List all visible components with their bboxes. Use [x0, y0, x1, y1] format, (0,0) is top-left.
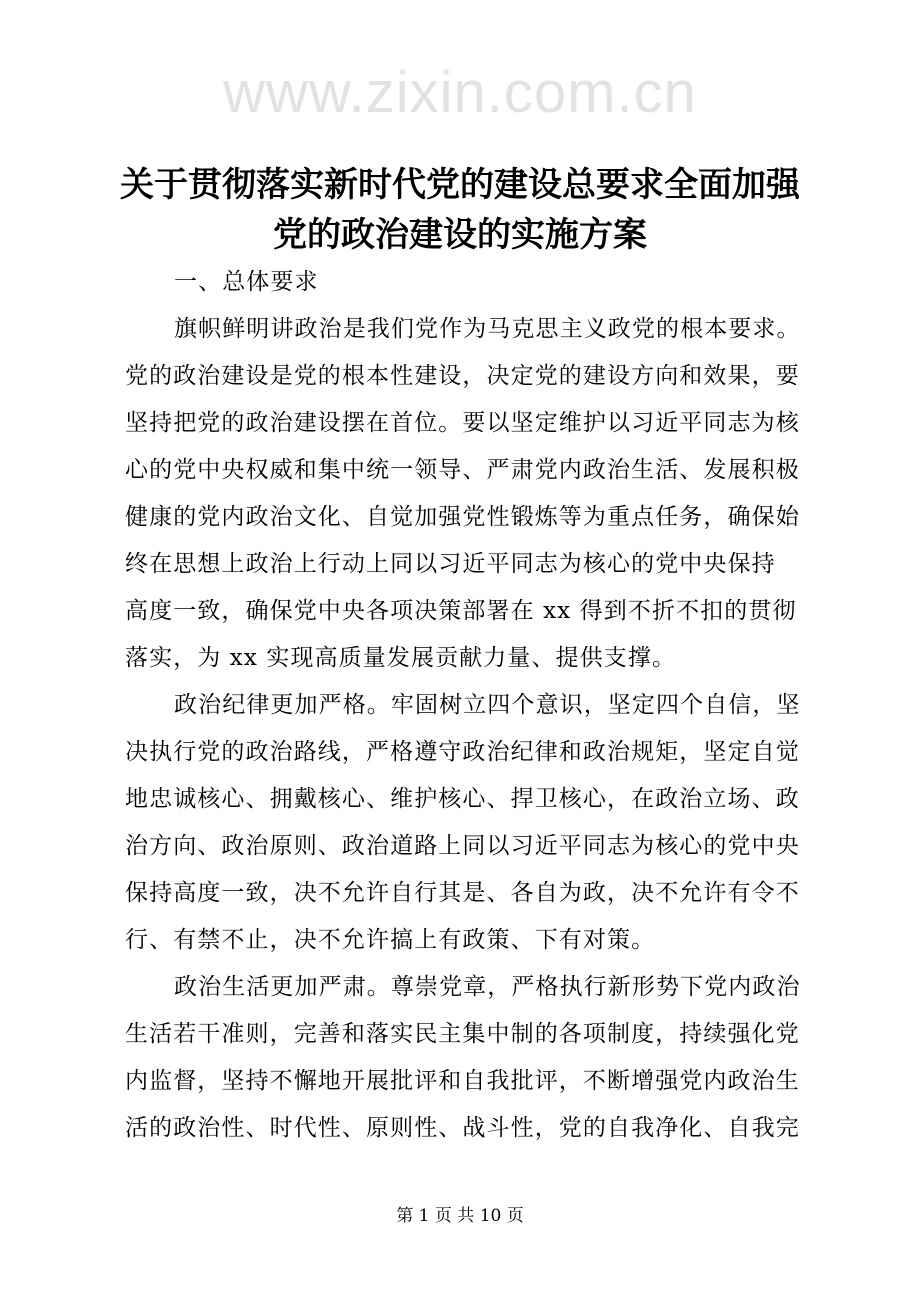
title-line: 关于贯彻落实新时代党的建设总要求全面加强 [120, 165, 800, 205]
paragraph-line: 治方向、政治原则、政治道路上同以习近平同志为核心的党中央 [125, 833, 800, 859]
document-body [125, 259, 815, 1152]
paragraph-line: 健康的党内政治文化、自觉加强党性锻炼等为重点任务，确保始 [125, 504, 800, 530]
watermark: www.zixin.com.cn [223, 60, 697, 125]
paragraph-line: 地忠诚核心、拥戴核心、维护核心、捍卫核心，在政治立场、政 [125, 786, 800, 812]
paragraph-line: 落实，为 xx 实现高质量发展贡献力量、提供支撑。 [125, 645, 677, 671]
paragraph-line: 保持高度一致，决不允许自行其是、各自为政，决不允许有令不 [125, 880, 800, 906]
page-footer: 第 1 页 共 10 页 [396, 1206, 524, 1226]
paragraph-line: 旗帜鲜明讲政治是我们党作为马克思主义政党的根本要求。 [174, 316, 801, 342]
paragraph-line: 行、有禁不止，决不允许搞上有政策、下有对策。 [125, 927, 656, 953]
paragraph-line: 决执行党的政治路线，严格遵守政治纪律和政治规矩，坚定自觉 [125, 739, 800, 765]
paragraph-line: 生活若干准则，完善和落实民主集中制的各项制度，持续强化党 [125, 1021, 800, 1047]
paragraph-line: 党的政治建设是党的根本性建设，决定党的建设方向和效果，要 [125, 363, 800, 389]
paragraph-line: 政治生活更加严肃。尊崇党章，严格执行新形势下党内政治 [174, 974, 801, 1000]
document-title [0, 160, 920, 260]
paragraph-line: 高度一致，确保党中央各项决策部署在 xx 得到不折不扣的贯彻 [125, 598, 797, 624]
paragraph-line: 政治纪律更加严格。牢固树立四个意识，坚定四个自信，坚 [174, 692, 801, 718]
paragraph-line: 终在思想上政治上行动上同以习近平同志为核心的党中央保持 [125, 551, 776, 577]
title-line: 党的政治建设的实施方案 [273, 215, 647, 255]
paragraph-line: 内监督，坚持不懈地开展批评和自我批评，不断增强党内政治生 [125, 1068, 800, 1094]
paragraph-line: 坚持把党的政治建设摆在首位。要以坚定维护以习近平同志为核 [125, 410, 800, 436]
paragraph-line: 活的政治性、时代性、原则性、战斗性，党的自我净化、自我完 [125, 1115, 800, 1141]
section-heading: 一、总体要求 [174, 269, 319, 295]
paragraph-line: 心的党中央权威和集中统一领导、严肃党内政治生活、发展积极 [125, 457, 800, 483]
